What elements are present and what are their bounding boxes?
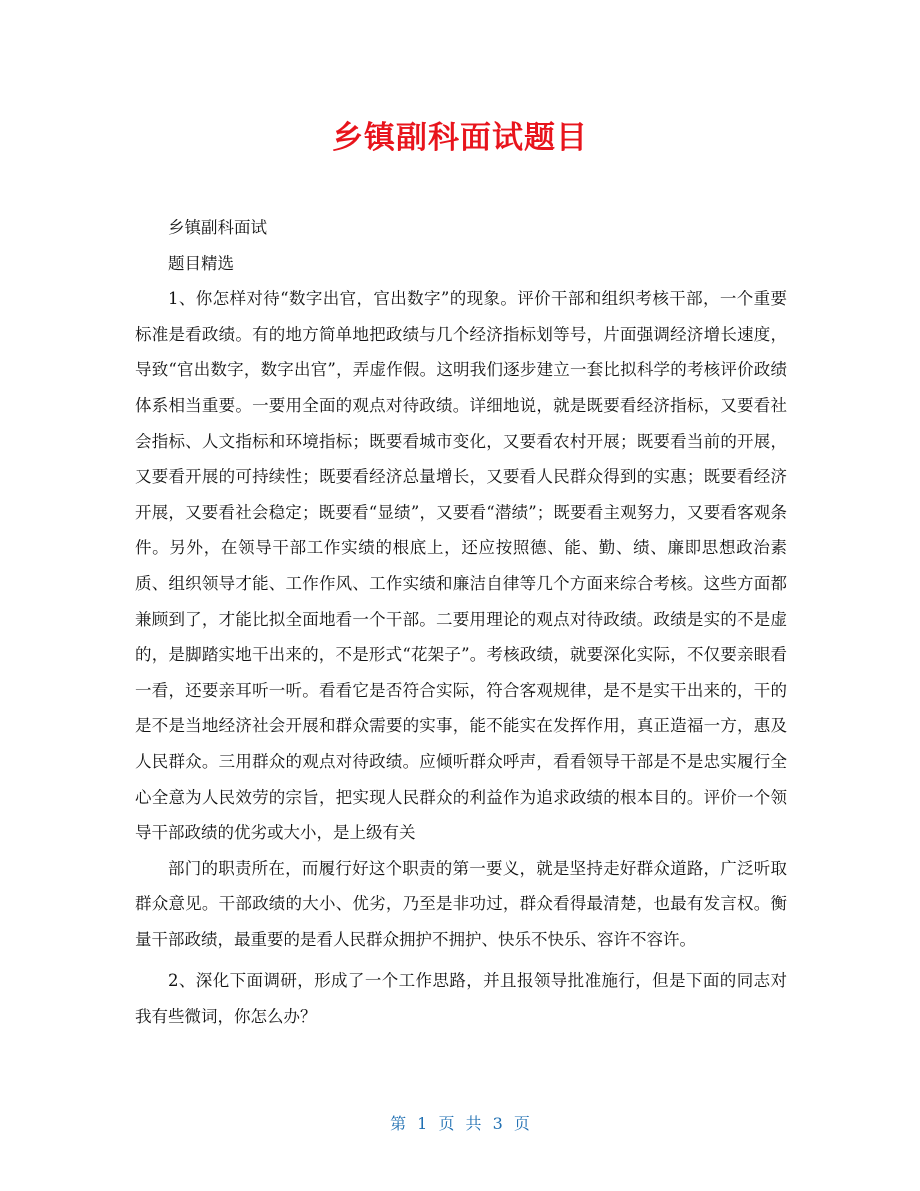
paragraph-section-heading: 题目精选 xyxy=(168,253,234,273)
page-number-footer: 第 1 页 共 3 页 xyxy=(390,1114,530,1133)
paragraph-subtitle: 乡镇副科面试 xyxy=(168,218,267,237)
document-title: 乡镇副科面试题目 xyxy=(332,120,588,156)
paragraph-question-1-continued: 部门的职责所在，而履行好这个职责的第一要义，就是坚持走好群众道路，广泛听取群众意见。干部政绩的大小、优劣，乃至是非功过，群众看得最清楚，也最有发言权。衡量干部政绩，最重要的是看人民群众拥护不拥护、快乐不快乐、容许不容许。 xyxy=(135,858,787,949)
paragraph-question-2: 2、深化下面调研，形成了一个工作思路，并且报领导批准施行，但是下面的同志对我有些微词，你怎么办？ xyxy=(135,971,787,1027)
paragraph-question-1: 1、你怎样对待“数字出官，官出数字”的现象。评价干部和组织考核干部，一个重要标准是看政绩。有的地方简单地把政绩与几个经济指标划等号，片面强调经济增长速度，导致“官出数字，数字出官”，弄虚作假。这明我们逐步建立一套比拟科学的考核评价政绩体系相当重要。一要用全面的观点对待政绩。详细地说，就是既要看经济指标，又要看社会指标、人文指标和环境指标；既要看城市变化，又要看农村开展；既要看当前的开展，又要看开展的可持续性；既要看经济总量增长，又要看人民群众得到的实惠；既要看经济开展，又要看社会稳定；既要看“显绩”，又要看“潜绩”；既要看主观努力，又要看客观条件。另外，在领导干部工作实绩的根底上，还应按照德、能、勤、绩、廉即思想政治素质、组织领导才能、工作作风、工作实绩和廉洁自律等几个方面来综合考核。这些方面都兼顾到了，才能比拟全面地看一个干部。二要用理论的观点对待政绩。政绩是实的不是虚的，是脚踏实地干出来的，不是形式“花架子”。考核政绩，就要深化实际，不仅要亲眼看一看，还要亲耳听一听。看看它是否符合实际，符合客观规律，是不是实干出来的，干的是不是当地经济社会开展和群众需要的实事，能不能实在发挥作用，真正造福一方，惠及人民群众。三用群众的观点对待政绩。应倾听群众呼声，看看领导干部是不是忠实履行全心全意为人民效劳的宗旨，把实现人民群众的利益作为追求政绩的根本目的。评价一个领导干部政绩的优劣或大小，是上级有关 xyxy=(135,289,787,843)
document-body xyxy=(135,210,787,1035)
